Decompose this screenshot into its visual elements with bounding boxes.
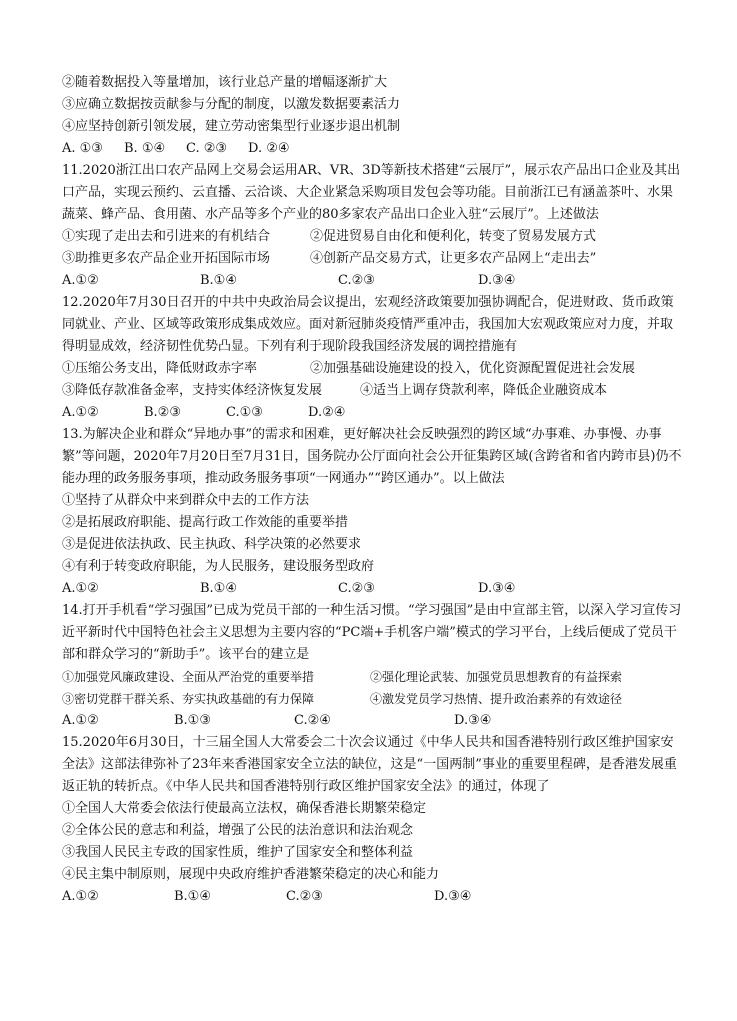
- statement-row: [62, 358, 682, 380]
- option-a: A.①②: [62, 713, 99, 728]
- statement-1: ①加强党风廉政建设、全面从严治党的重要举措: [62, 670, 315, 684]
- statement-row: [62, 248, 682, 270]
- exam-page: [62, 72, 682, 908]
- statement-2: ②是拓展政府职能、提高行政工作效能的重要举措: [62, 515, 349, 530]
- statement-1: ①实现了走出去和引进来的有机结合: [62, 229, 271, 244]
- option-b: B.①④: [200, 581, 237, 596]
- option-a: A.①②: [62, 889, 99, 904]
- statement-1: ①压缩公务支出，降低财政赤字率: [62, 361, 258, 376]
- option-d: D.③④: [478, 581, 516, 596]
- question-12-stem: 12.2020年7月30日召开的中共中央政治局会议提出，宏观经济政策要加强协调配合，促进财政、货币政策同就业、产业、区域等政策形成集成效应。面对新冠肺炎疫情严重冲击，我国加大宏观政策应对力度，并取得明显成效，经济韧性优势凸显。下列有利于现阶段我国经济发展的调控措施有: [62, 295, 674, 354]
- option-b: B.②③: [144, 405, 181, 420]
- option-d: D.②④: [308, 405, 346, 420]
- statement-2: ②加强基础设施建设的投入，优化资源配置促进社会发展: [310, 361, 636, 376]
- answer-options: [62, 886, 682, 908]
- statement-row: [62, 666, 682, 688]
- option-a: A.①②: [62, 581, 99, 596]
- question-15-stem: 15.2020年6月30日，十三届全国人大常委会二十次会议通过《中华人民共和国香港特别行政区维护国家安全法》这部法律弥补了23年来香港国家安全立法的缺位，这是“一国两制”事业的重要里程碑，是香港发展重返正轨的转折点。《中华人民共和国香港特别行政区维护国家安全法》的通过，体现了: [62, 735, 677, 794]
- statement-4: ④有利于转变政府职能，为人民服务，建设服务型政府: [62, 559, 375, 574]
- statement-row: [62, 688, 682, 710]
- option-a: A.①②: [62, 405, 99, 420]
- statement-3: ③助推更多农产品企业开拓国际市场: [62, 251, 271, 266]
- option-b: B.①④: [174, 889, 211, 904]
- statement-4: ④适当上调存贷款利率，降低企业融资成本: [360, 383, 608, 398]
- answer-options: [62, 578, 682, 600]
- option-c: C.①③: [226, 405, 263, 420]
- statement-2: ②全体公民的意志和利益，增强了公民的法治意识和法治观念: [62, 823, 414, 838]
- option-a: A.①②: [62, 273, 99, 288]
- option-b: B. ①④: [124, 141, 166, 156]
- question-11-stem: 11.2020浙江出口农产品网上交易会运用AR、VR、3D等新技术搭建“云展厅”，展示农产品出口企业及其出口产品，实现云预约、云直播、云洽谈、大企业紧急采购项目发包会等功能。目前浙江已有涵盖茶叶、水果蔬菜、蜂产品、食用菌、水产品等多个产业的80多家农产品出口企业入驻“云展厅”。上述做法: [62, 163, 681, 222]
- statement-4: ④民主集中制原则，展现中央政府维护香港繁荣稳定的决心和能力: [62, 867, 440, 882]
- answer-options: [62, 402, 682, 424]
- option-d: D. ②④: [248, 141, 290, 156]
- option-d: D.③④: [434, 889, 472, 904]
- statement-1: ①全国人大常委会依法行使最高立法权，确保香港长期繁荣稳定: [62, 801, 427, 816]
- option-d: D.③④: [454, 713, 492, 728]
- statement-row: [62, 226, 682, 248]
- stmt-line: ④应坚持创新引领发展，建立劳动密集型行业逐步退出机制: [62, 119, 401, 134]
- answer-options: [62, 710, 682, 732]
- stmt-line: ③应确立数据按贡献参与分配的制度，以激发数据要素活力: [62, 97, 401, 112]
- option-d: D.③④: [478, 273, 516, 288]
- option-c: C. ②③: [186, 141, 228, 156]
- statement-4: ④创新产品交易方式，让更多农产品网上“走出去”: [310, 251, 597, 266]
- statement-3: ③降低存款准备金率，支持实体经济恢复发展: [62, 383, 323, 398]
- option-b: B.①③: [174, 713, 211, 728]
- statement-2: ②促进贸易自由化和便利化，转变了贸易发展方式: [310, 229, 597, 244]
- question-14-stem: 14.打开手机看“学习强国”已成为党员干部的一种生活习惯。“学习强国”是由中宣部主管，以深入学习宣传习近平新时代中国特色社会主义思想为主要内容的“PC端+手机客户端”模式的学习平台，上线后便成了党员干部和群众学习的“新助手”。该平台的建立是: [62, 603, 682, 662]
- option-c: C.②④: [294, 713, 331, 728]
- answer-options: [62, 270, 682, 292]
- statement-3: ③密切党群干群关系、夯实执政基础的有力保障: [62, 692, 315, 706]
- option-c: C.②③: [338, 581, 375, 596]
- statement-2: ②强化理论武装、加强党员思想教育的有益探索: [370, 670, 623, 684]
- option-a: A. ①③: [62, 141, 103, 156]
- answer-options: [62, 138, 682, 160]
- option-c: C.②③: [338, 273, 375, 288]
- question-13-stem: 13.为解决企业和群众“异地办事”的需求和困难，更好解决社会反映强烈的跨区域“办事难、办事慢、办事繁”等问题，2020年7月20日至7月31日，国务院办公厅面向社会公开征集跨区域(含跨省和省内跨市县)仍不能办理的政务服务事项，推动政务服务事项“一网通办”“跨区通办”。以上做法: [62, 427, 682, 486]
- statement-3: ③是促进依法执政、民主执政、科学决策的必然要求: [62, 537, 362, 552]
- statement-row: [62, 380, 682, 402]
- statement-1: ①坚持了从群众中来到群众中去的工作方法: [62, 493, 310, 508]
- option-b: B.①④: [200, 273, 237, 288]
- option-c: C.②③: [286, 889, 323, 904]
- statement-4: ④激发党员学习热情、提升政治素养的有效途径: [370, 692, 623, 706]
- statement-3: ③我国人民民主专政的国家性质，维护了国家安全和整体利益: [62, 845, 414, 860]
- stmt-line: ②随着数据投入等量增加，该行业总产量的增幅逐渐扩大: [62, 75, 388, 90]
